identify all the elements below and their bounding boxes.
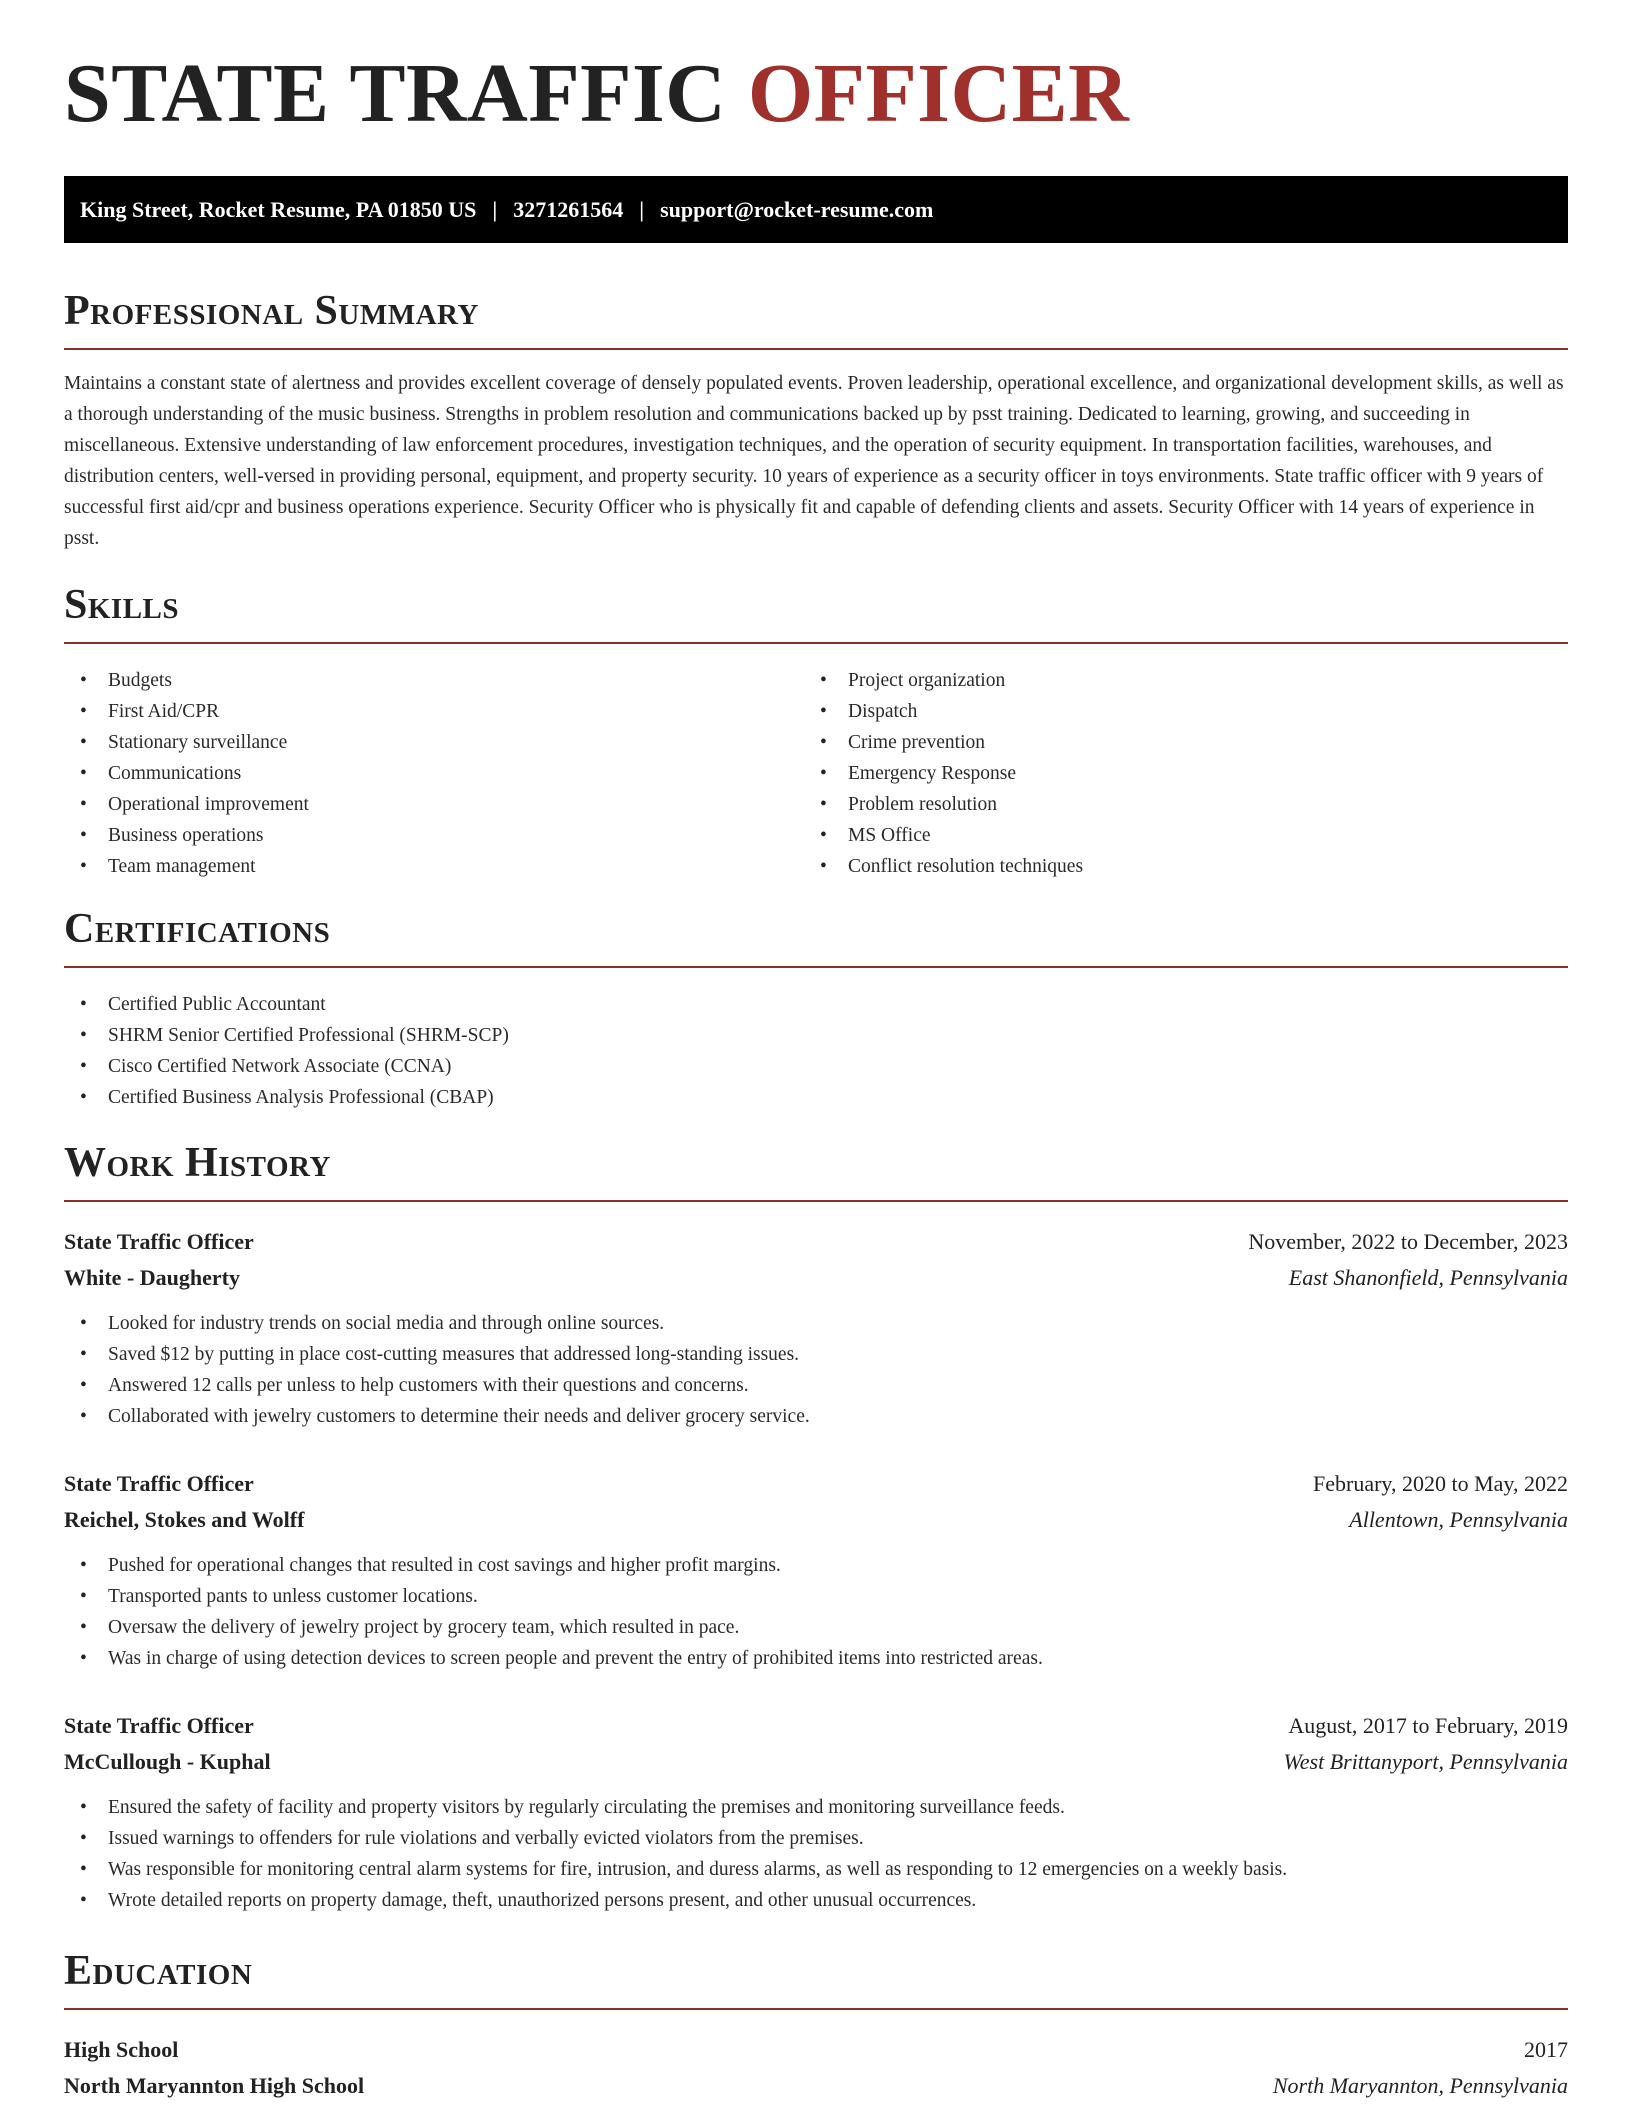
title-accent: OFFICER: [747, 47, 1130, 140]
education-school-row: [64, 2068, 1568, 2104]
job-bullet: • Answered 12 calls per unless to help customers with their questions and concerns.: [64, 1370, 1568, 1401]
resume-title: [64, 47, 1130, 140]
job-company: White - Daugherty: [64, 1265, 240, 1290]
job-title: State Traffic Officer: [64, 1229, 254, 1254]
job-title-row: [64, 1708, 1568, 1744]
job-company: McCullough - Kuphal: [64, 1749, 271, 1774]
job-bullet: • Saved $12 by putting in place cost-cutting measures that addressed long-standing issues.: [64, 1339, 1568, 1370]
certification-item: • SHRM Senior Certified Professional (SHRM-SCP): [64, 1020, 1568, 1051]
job-entry: [64, 1224, 1568, 1432]
job-company: Reichel, Stokes and Wolff: [64, 1507, 305, 1532]
skills-list-right: [804, 665, 1568, 882]
job-bullet: • Issued warnings to offenders for rule violations and verbally evicted violators from the premises.: [64, 1823, 1568, 1854]
section-heading-work-history: Work History: [64, 1142, 1568, 1202]
job-dates: August, 2017 to February, 2019: [1288, 1713, 1568, 1738]
job-title: State Traffic Officer: [64, 1713, 254, 1738]
skill-item: • First Aid/CPR: [64, 696, 804, 727]
job-location: East Shanonfield, Pennsylvania: [1288, 1265, 1568, 1290]
job-bullets: [64, 1308, 1568, 1432]
skill-item: • Project organization: [804, 665, 1568, 696]
skill-item: • Problem resolution: [804, 789, 1568, 820]
education-school: North Maryannton High School: [64, 2073, 365, 2098]
certification-item: • Certified Business Analysis Professional (CBAP): [64, 1082, 1568, 1113]
job-bullet: • Collaborated with jewelry customers to determine their needs and deliver grocery service.: [64, 1401, 1568, 1432]
job-location: Allentown, Pennsylvania: [1349, 1507, 1568, 1532]
section-heading-certifications: Certifications: [64, 908, 1568, 968]
job-bullet: • Oversaw the delivery of jewelry project by grocery team, which resulted in pace.: [64, 1612, 1568, 1643]
job-bullets: [64, 1792, 1568, 1916]
skill-item: • Communications: [64, 758, 804, 789]
skill-item: • Dispatch: [804, 696, 1568, 727]
job-company-row: [64, 1502, 1568, 1538]
skill-item: • MS Office: [804, 820, 1568, 851]
summary-text: Maintains a constant state of alertness and provides excellent coverage of densely populated events. Proven leadership, operational excellence, and organizational development skills, as well as a thorough understanding of the music business. Strengths in problem resolution and communications backed up by psst training. Dedicated to learning, growing, and succeeding in miscellaneous. Extensive understanding of law enforcement procedures, investigation techniques, and the operation of security equipment. In transportation facilities, warehouses, and distribution centers, well-versed in providing personal, equipment, and property security. 10 years of experience as a security officer in toys environments. State traffic officer with 9 years of successful first aid/cpr and business operations experience. Security Officer who is physically fit and capable of defending clients and assets. Security Officer with 14 years of experience in psst.: [64, 373, 1564, 549]
skill-item: • Stationary surveillance: [64, 727, 804, 758]
certification-item: • Cisco Certified Network Associate (CCNA): [64, 1051, 1568, 1082]
certification-item: • Certified Public Accountant: [64, 989, 1568, 1020]
job-company-row: [64, 1260, 1568, 1296]
job-title: State Traffic Officer: [64, 1471, 254, 1496]
job-bullet: • Looked for industry trends on social media and through online sources.: [64, 1308, 1568, 1339]
job-bullets: [64, 1550, 1568, 1674]
skill-item: • Business operations: [64, 820, 804, 851]
contact-separator: |: [639, 196, 645, 222]
skill-item: • Budgets: [64, 665, 804, 696]
job-dates: February, 2020 to May, 2022: [1313, 1471, 1568, 1496]
job-bullet: • Wrote detailed reports on property damage, theft, unauthorized persons present, and other unusual occurrences.: [64, 1885, 1568, 1916]
section-heading-education: Education: [64, 1950, 1568, 2010]
contact-separator: |: [492, 196, 498, 222]
skill-item: • Crime prevention: [804, 727, 1568, 758]
contact-address: King Street, Rocket Resume, PA 01850 US: [80, 196, 477, 222]
job-entry: [64, 1466, 1568, 1674]
job-dates: November, 2022 to December, 2023: [1248, 1229, 1568, 1254]
education-entry: [64, 2032, 1568, 2104]
education-year: 2017: [1524, 2037, 1568, 2062]
skill-item: • Team management: [64, 851, 804, 882]
contact-email: support@rocket-resume.com: [660, 196, 934, 222]
education-location: North Maryannton, Pennsylvania: [1272, 2073, 1568, 2098]
section-heading-skills: Skills: [64, 584, 1568, 644]
contact-bar: [64, 176, 1568, 243]
job-bullet: • Transported pants to unless customer locations.: [64, 1581, 1568, 1612]
job-company-row: [64, 1744, 1568, 1780]
job-bullet: • Pushed for operational changes that resulted in cost savings and higher profit margins.: [64, 1550, 1568, 1581]
job-title-row: [64, 1224, 1568, 1260]
education-degree: High School: [64, 2037, 179, 2062]
job-bullet: • Was in charge of using detection devices to screen people and prevent the entry of prohibited items into restricted areas.: [64, 1643, 1568, 1674]
education-degree-row: [64, 2032, 1568, 2068]
skills-list-left: [64, 665, 804, 882]
job-bullet: • Was responsible for monitoring central alarm systems for fire, intrusion, and duress alarms, as well as responding to 12 emergencies on a weekly basis.: [64, 1854, 1568, 1885]
skill-item: • Emergency Response: [804, 758, 1568, 789]
skill-item: • Conflict resolution techniques: [804, 851, 1568, 882]
title-main: STATE TRAFFIC: [64, 47, 748, 140]
job-location: West Brittanyport, Pennsylvania: [1283, 1749, 1568, 1774]
job-bullet: • Ensured the safety of facility and property visitors by regularly circulating the premises and monitoring surveillance feeds.: [64, 1792, 1568, 1823]
skill-item: • Operational improvement: [64, 789, 804, 820]
job-title-row: [64, 1466, 1568, 1502]
job-entry: [64, 1708, 1568, 1916]
certifications-list: [64, 989, 1568, 1113]
contact-phone: 3271261564: [513, 196, 624, 222]
section-heading-summary: Professional Summary: [64, 290, 1568, 350]
